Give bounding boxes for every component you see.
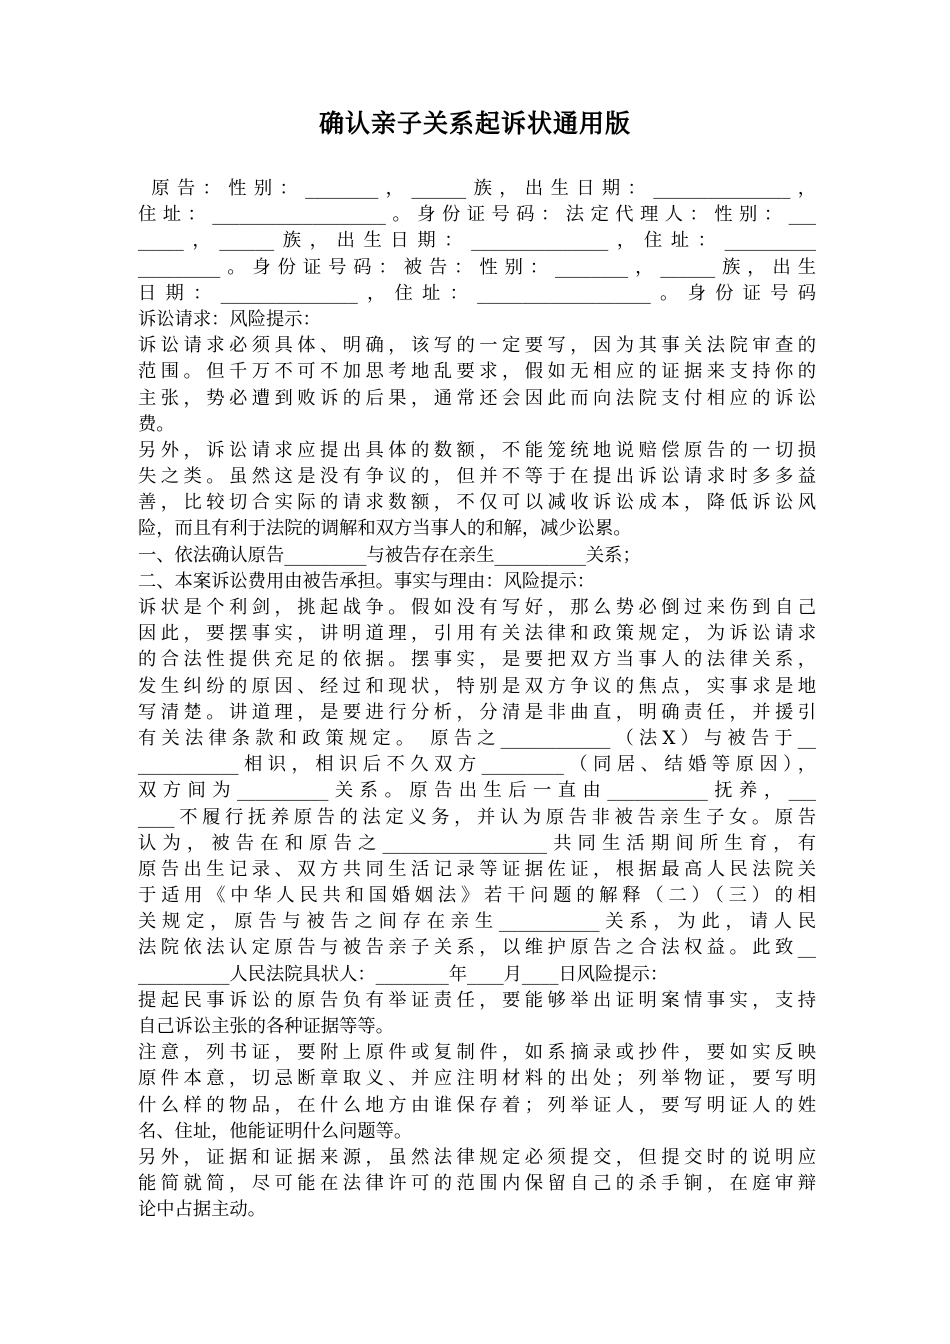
text-line: 原告出生记录、双方共同生活记录等证据佐证，根据最高人民法院关 [138, 858, 816, 880]
text-line: 的合法性提供充足的依据。摆事实，是要把双方当事人的法律关系， [138, 649, 816, 671]
text-line: 住址：___________________。身份证号码：法定代理人：性别：___ [138, 204, 816, 226]
text-line: 认为，被告在和原告之__________________共同生活期间所生育，有 [138, 832, 816, 854]
text-line: 二、本案诉讼费用由被告承担。事实与理由：风险提示： [138, 570, 596, 592]
text-line: 发生纠纷的原因、经过和现状，特别是双方争议的焦点，实事求是地 [138, 675, 816, 697]
document-title: 确认亲子关系起诉状通用版 [318, 109, 631, 138]
text-line: 诉状是个利剑，挑起战争。假如没有写好，那么势必倒过来伤到自己 [138, 597, 816, 618]
text-line: __________人民法院具状人：________年____月____日风险提示： [138, 963, 669, 985]
text-line: 提起民事诉讼的原告负有举证责任，要能够举出证明案情事实，支持 [138, 989, 816, 1011]
text-line: 有关法律条款和政策规定。 原告之____________（法X）与被告于__ [138, 727, 816, 749]
text-line: 因此，要摆事实，讲明道理，引用有关法律和政策规定，为诉讼请求 [138, 623, 816, 645]
text-line: _____，______族，出生日期：_______________，住址：__________ [138, 230, 816, 252]
text-line: 另外，诉讼请求应提出具体的数额，不能笼统地说赔偿原告的一切损 [138, 439, 816, 461]
text-line: 名、住址，他能证明什么问题等。 [138, 1120, 413, 1142]
text-line: 注意，列书证，要附上原件或复制件，如系摘录或抄件，要如实反映 [138, 1042, 816, 1064]
text-line: 另外，证据和证据来源，虽然法律规定必须提交，但提交时的说明应 [138, 1146, 816, 1168]
text-line: 原告：性别：________，______族，出生日期：_______________， [138, 178, 816, 199]
text-line: 日期：_______________，住址：___________________。身份证号码 [138, 282, 816, 304]
text-line: 一、依法确认原告_________与被告存在亲生__________关系； [138, 544, 641, 566]
text-line: 主张，势必遭到败诉的后果，通常还会因此而向法院支付相应的诉讼 [138, 387, 816, 409]
text-line: 写清楚。讲道理，是要进行分析，分清是非曲直，明确责任，并援引 [138, 701, 816, 723]
text-line: 关规定，原告与被告之间存在亲生___________关系，为此，请人民 [138, 911, 816, 933]
text-line: 范围。但千万不可不加思考地乱要求，假如无相应的证据来支持你的 [138, 361, 816, 383]
text-line: 原件本意，切忌断章取义、并应注明材料的出处；列举物证，要写明 [138, 1068, 816, 1090]
text-line: 双方间为__________关系。原告出生后一直由___________抚养，___ [138, 780, 816, 802]
text-line: 失之类。虽然这是没有争议的，但并不等于在提出诉讼请求时多多益 [138, 466, 816, 488]
text-line: 善，比较切合实际的请求数额，不仅可以减收诉讼成本，降低诉讼风 [138, 492, 816, 514]
text-line: 费。 [138, 413, 175, 435]
text-line: 险，而且有利于法院的调解和双方当事人的和解，减少讼累。 [138, 518, 632, 540]
text-line: 诉讼请求必须具体、明确，该写的一定要写，因为其事关法院审查的 [138, 335, 816, 357]
text-line: 什么样的物品，在什么地方由谁保存着；列举证人，要写明证人的姓 [138, 1094, 816, 1116]
text-line: 能简就简，尽可能在法律许可的范围内保留自己的杀手锏，在庭审辩 [138, 1173, 816, 1195]
text-line: 自己诉讼主张的各种证据等等。 [138, 1016, 394, 1037]
text-line: 论中占据主动。 [138, 1199, 266, 1221]
text-line: ____不履行抚养原告的法定义务，并认为原告非被告亲生子女。原告 [138, 806, 816, 828]
text-line: ___________相识，相识后不久双方_________（同居、结婚等原因）， [138, 754, 816, 776]
text-line: 法院依法认定原告与被告亲子关系，以维护原告之合法权益。此致__ [138, 937, 816, 959]
text-line: 诉讼请求：风险提示： [138, 308, 321, 330]
document-body [138, 176, 816, 1224]
text-line: 于适用《中华人民共和国婚姻法》若干问题的解释（二）（三）的相 [138, 885, 816, 907]
text-line: _________。身份证号码：被告：性别：________，______族，出生 [138, 256, 816, 278]
